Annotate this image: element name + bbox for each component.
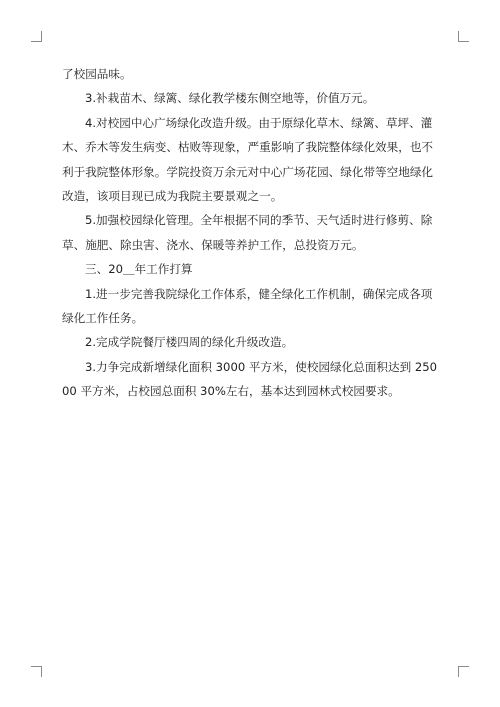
crop-mark-top-left	[31, 31, 42, 42]
section-heading-plan: 三、20＿年工作打算	[85, 262, 193, 277]
document-body	[62, 62, 440, 404]
plan-item-2: 2.完成学院餐厅楼四周的绿化升级改造。	[85, 335, 294, 350]
plan-item-3: 3.力争完成新增绿化面积 3000 平方米，使校园绿化总面积达到 25000 平方米，占校园总面积 30%左右，基本达到园林式校园要求。	[62, 359, 438, 399]
paragraph-item-3: 3.补栽苗木、绿篱、绿化教学楼东侧空地等，价值万元。	[85, 91, 375, 106]
paragraph-continuation: 了校园品味。	[62, 67, 132, 81]
paragraph-item-5: 5.加强校园绿化管理。全年根据不同的季节、天气适时进行修剪、除草、施肥、除虫害、浇水、保暖等养护工作，总投资万元。	[62, 213, 433, 252]
paragraph-item-4: 4.对校园中心广场绿化改造升级。由于原绿化草木、绿篱、草坪、灌木、乔木等发生病变、枯败等现象，严重影响了我院整体绿化效果，也不利于我院整体形象。学院投资万余元对中心广场花园、绿化带等空地绿化改造，该项目现已成为我院主要景观之一。	[62, 115, 434, 204]
crop-mark-bottom-left	[31, 666, 42, 677]
crop-mark-bottom-right	[458, 666, 469, 677]
plan-item-1: 1.进一步完善我院绿化工作体系，健全绿化工作机制，确保完成各项绿化工作任务。	[62, 286, 433, 326]
crop-mark-top-right	[458, 31, 469, 42]
